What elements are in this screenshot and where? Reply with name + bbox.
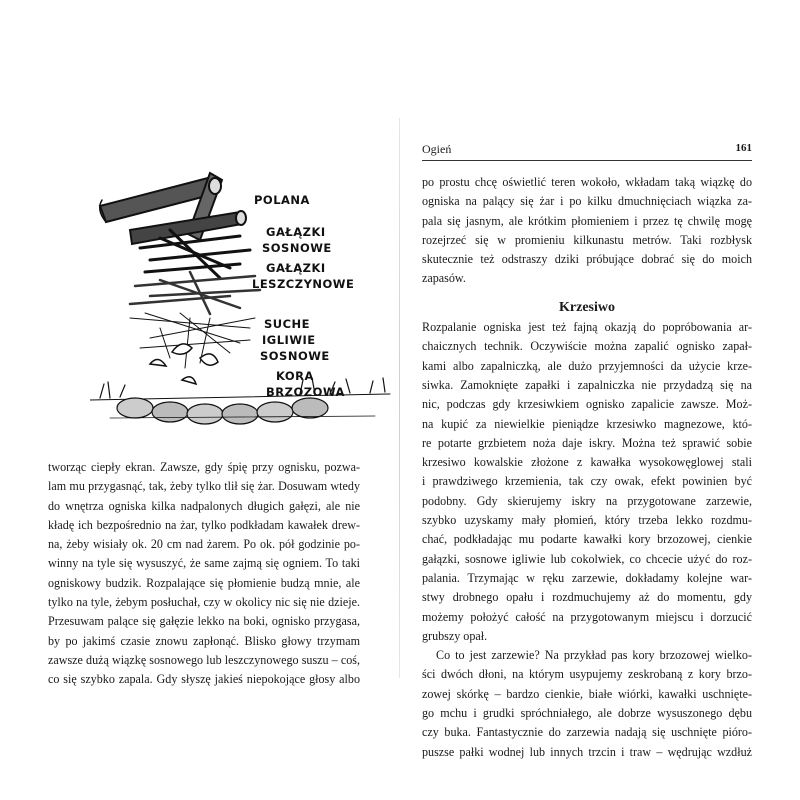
text-line: podobny. Gdy skierujemy iskry na przygotowane zarzewie,	[422, 493, 752, 508]
text-line: re potarte grzbietem noża daje iskry. Można też sprawić sobie	[422, 435, 752, 450]
campfire-layers-illustration	[90, 168, 400, 440]
label-sosnowe-2: SOSNOWE	[260, 349, 330, 363]
text-line: kładę ich bezpośrednio na żar, tylko podkładam kawałek drew-	[48, 517, 360, 532]
text-line: po prostu chcę oświetlić teren wokoło, wkładam taką wiązkę do	[422, 175, 752, 189]
text-line: krzesiwo kowalskie złożone z kawałka wysokowęglowej stali	[422, 455, 752, 470]
text-line: chać, podkładając mu podarte kawałki kory brzozowej, cienkie	[422, 532, 752, 547]
text-line: stwy drobnego opału i rozdmuchujemy aż do momentu, gdy	[422, 590, 752, 605]
text-line: ogniska na palący się żar i po kilku dmuchnięciach wiązka za-	[422, 194, 752, 209]
text-line: kami albo zapalniczką, ale dużo przyjemności da użycie krze-	[422, 358, 752, 373]
label-leszczynowe: LESZCZYNOWE	[252, 277, 355, 291]
text-line: go mchu i grudki spróchniałego, ale dobrze wysuszonego dębu	[422, 706, 752, 721]
campfire-drawing	[90, 168, 400, 440]
label-sosnowe-1: SOSNOWE	[262, 241, 332, 255]
text-line: Przesuwam palące się gałęzie lekko na boki, ognisko przygasa,	[48, 614, 360, 629]
text-line: tworząc ciepły ekran. Zawsze, gdy śpię przy ognisku, pozwa-	[48, 460, 360, 474]
page-number: 161	[735, 142, 752, 154]
running-header-title: Ogień	[422, 142, 452, 156]
text-line: pala się jasnym, ale krótkim płomieniem i przez tę chwilę mogę	[422, 213, 752, 228]
section-heading: Krzesiwo	[559, 299, 615, 315]
label-galazki-2: GAŁĄZKI	[266, 261, 326, 275]
pine-needles-sketch	[130, 313, 255, 368]
text-line: ści dwóch dłoni, na którym usypujemy zeskrobaną z kory brzo-	[422, 667, 752, 682]
text-line: na, żeby wisiały ok. 20 cm nad żarem. Po ok. pół godzinie po-	[48, 537, 360, 552]
text-line: siwka. Zamoknięte zapałki i zapalniczka nie przydadzą się na	[422, 377, 752, 392]
text-line: lam mu przygasnąć, tak, żeby tylko tlił się żar. Dosuwam wtedy	[48, 479, 360, 494]
left-page-text	[48, 458, 360, 690]
text-line: tylko na tyle, żebym posłuchał, czy w okolicy nic się nie dzieje.	[48, 595, 360, 610]
label-suche: SUCHE	[264, 317, 311, 331]
text-line: Co to jest zarzewie? Na przykład pas kory brzozowej wielko-	[436, 648, 752, 663]
header-rule	[422, 160, 752, 161]
grass-stones-sketch	[90, 378, 390, 424]
text-line: zowej skórkę – bardzo cienkie, białe wiórki, kawałki uschnięte-	[422, 686, 752, 701]
right-page-text	[422, 173, 752, 762]
text-line: zapasów.	[422, 271, 466, 286]
text-line: do wnętrza ogniska kilka nadpalonych długich gałęzi, ale nie	[48, 498, 360, 513]
label-kora: KORA	[276, 369, 314, 383]
text-line: co się szybko zapala. Gdy słyszę jakieś niepokojące głosy albo	[48, 672, 360, 687]
text-line: gałązki, sosnowe igliwie lub cokolwiek, co chcecie użyć do roz-	[422, 551, 752, 566]
text-line: skutecznie też odstraszy dziki próbujące dobrać się do moich	[422, 252, 752, 267]
label-igliwie: IGLIWIE	[262, 333, 316, 347]
text-line: winny na tyle się wysuszyć, że same zajmą się ogniem. To taki	[48, 556, 360, 571]
illustration-labels	[252, 193, 354, 399]
text-line: na kupić za niewielkie pieniądze krzesiwko magnezowe, któ-	[422, 416, 752, 431]
label-polana: POLANA	[254, 193, 310, 207]
text-line: nic, podczas gdy krzesiwkiem ognisko zapalicie zawsze. Moż-	[422, 397, 752, 412]
hazel-twigs-sketch	[130, 272, 260, 314]
text-line: puszse pałki wodnej lub innych trzcin i traw – wędrując wzdłuż	[422, 744, 752, 759]
text-line: Rozpalanie ogniska jest też fajną okazją do popróbowania ar-	[422, 320, 752, 335]
text-line: ogniskowy budzik. Rozpalające się płomienie budzą mnie, ale	[48, 575, 360, 590]
text-line: by po jakimś czasie znowu zapłonąć. Blisko głowy trzymam	[48, 633, 360, 648]
text-line: i prawdziwego krzemienia, tak czy owak, efekt powinien być	[422, 474, 752, 489]
text-line: palania. Trzymając w ręku zarzewie, dokładamy kolejne war-	[422, 570, 752, 585]
label-brzozowa: BRZOZOWA	[266, 385, 345, 399]
text-line: rozejrzeć się w promieniu kilkunastu metrów. Taki rozbłysk	[422, 232, 752, 247]
label-galazki-1: GAŁĄZKI	[266, 225, 326, 239]
text-line: możemy położyć całość na przygotowanym miejscu i dorzucić	[422, 609, 752, 624]
text-line: grubszy opał.	[422, 628, 488, 643]
text-line: zawsze dużą wiązkę sosnowego lub leszczynowego suszu – coś,	[48, 652, 360, 667]
text-line: czy buka. Fantastycznie do zarzewia nadają się uschnięte pióro-	[422, 725, 752, 740]
text-line: szybko uzyskamy mały płomień, który trzeba lekko rozdmu-	[422, 513, 752, 528]
text-line: chaicznych technik. Oczywiście można zapalić ognisko zapał-	[422, 339, 752, 354]
birch-bark-sketch	[150, 344, 218, 384]
